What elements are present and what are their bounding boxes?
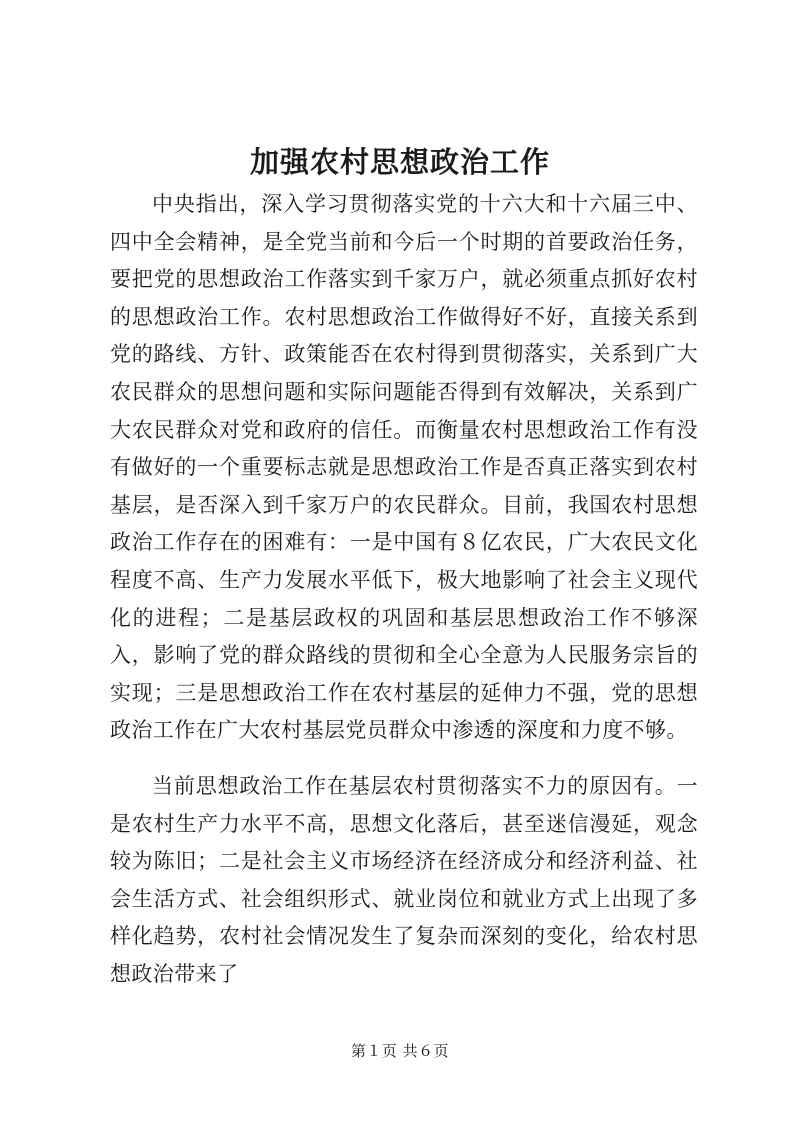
page-title: 加强农村思想政治工作 bbox=[249, 145, 550, 179]
paragraph-2: 当前思想政治工作在基层农村贯彻落实不力的原因有。一是农村生产力水平不高，思想文化落后，甚至迷信漫延，观念较为陈旧；二是社会主义市场经济在经济成分和经济利益、社会生活方式、社会组织形式、就业岗位和就业方式上出现了多样化趋势，农村社会情况发生了复杂而深刻的变化，给农村思想政治带来了 bbox=[110, 773, 698, 986]
paragraph-1: 中央指出，深入学习贯彻落实党的十六大和十六届三中、四中全会精神，是全党当前和今后一个时期的首要政治任务，要把党的思想政治工作落实到千家万户，就必须重点抓好农村的思想政治工作。农村思想政治工作做得好不好，直接关系到党的路线、方针、政策能否在农村得到贯彻落实，关系到广大农民群众的思想问题和实际问题能否得到有效解决，关系到广大农民群众对党和政府的信任。而衡量农村思想政治工作有没有做好的一个重要标志就是思想政治工作是否真正落实到农村基层，是否深入到千家万户的农民群众。目前，我国农村思想政治工作存在的困难有：一是中国有８亿农民，广大农民文化程度不高、生产力发展水平低下，极大地影响了社会主义现代化的进程；二是基层政权的巩固和基层思想政治工作不够深入，影响了党的群众路线的贯彻和全心全意为人民服务宗旨的实现；三是思想政治工作在农村基层的延伸力不强，党的思想政治工作在广大农村基层党员群众中渗透的深度和力度不够。 bbox=[110, 192, 698, 743]
document-body bbox=[110, 186, 698, 993]
page-number-footer: 第１页 共６页 bbox=[350, 1042, 450, 1060]
